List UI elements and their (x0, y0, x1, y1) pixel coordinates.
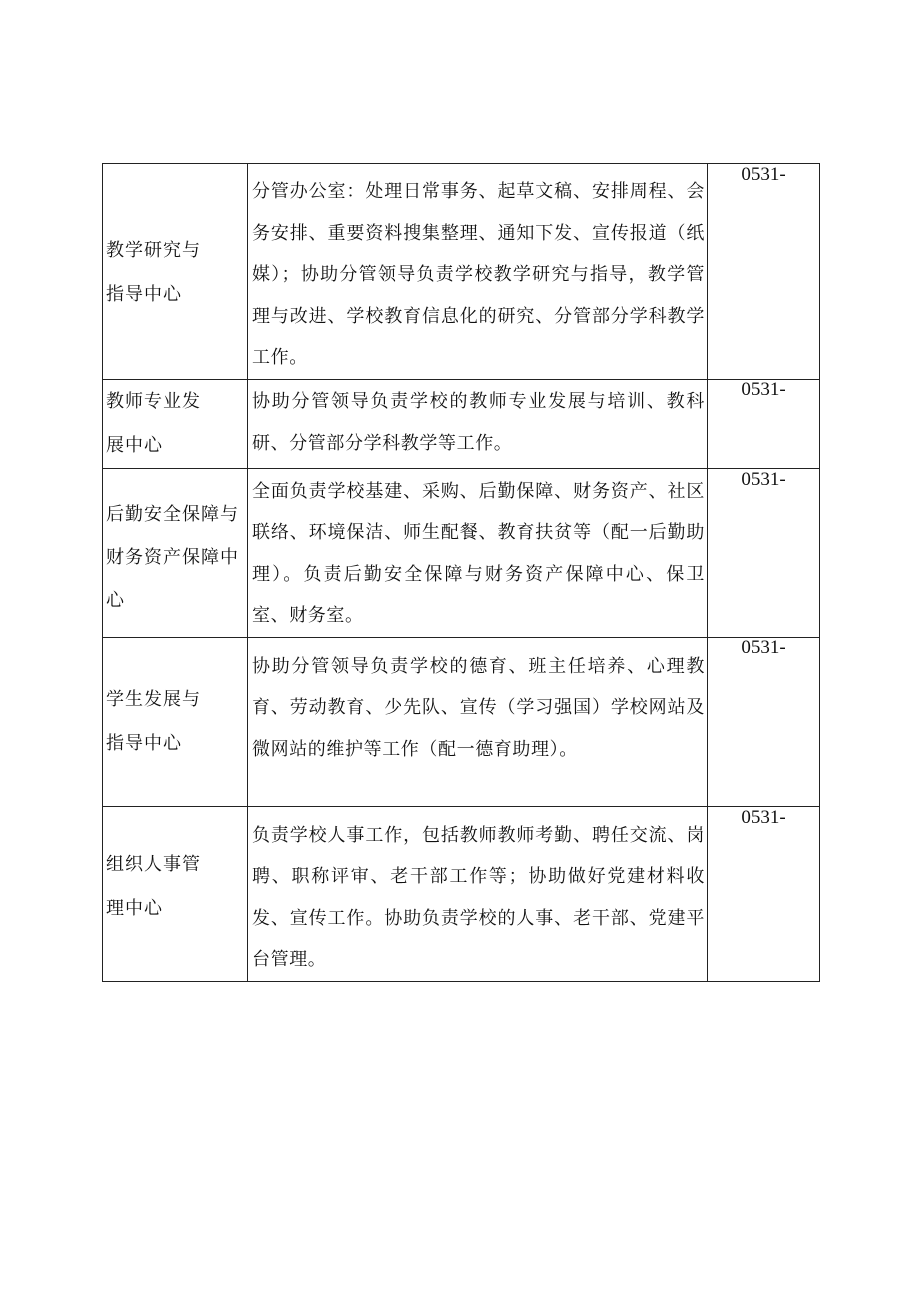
duties-cell (248, 468, 708, 637)
department-name-cell (103, 379, 248, 468)
table-row (103, 468, 820, 637)
department-name: 学生发展与指导中心 (106, 688, 201, 754)
table-row (103, 164, 820, 380)
table-row (103, 637, 820, 806)
duties-cell (248, 637, 708, 806)
department-name: 教师专业发展中心 (106, 390, 201, 456)
department-name: 教学研究与指导中心 (106, 240, 201, 305)
duties-cell (248, 164, 708, 380)
phone-cell (708, 379, 820, 468)
duties-text: 分管办公室：处理日常事务、起草文稿、安排周程、会务安排、重要资料搜集整理、通知下发、宣传报道（纸媒）；协助分管领导负责学校教学研究与指导，教学管理与改进、学校教育信息化的研究、分管部分学科教学工作。 (252, 181, 705, 368)
duties-text: 全面负责学校基建、采购、后勤保障、财务资产、社区联络、环境保洁、师生配餐、教育扶贫等（配一后勤助理）。负责后勤安全保障与财务资产保障中心、保卫室、财务室。 (252, 480, 705, 626)
phone-cell (708, 468, 820, 637)
duties-text: 负责学校人事工作，包括教师教师考勤、聘任交流、岗聘、职称评审、老干部工作等；协助做好党建材料收发、宣传工作。协助负责学校的人事、老干部、党建平台管理。 (252, 824, 705, 970)
department-duties-table (102, 163, 820, 982)
department-name: 后勤安全保障与财务资产保障中心 (106, 503, 239, 611)
department-name-cell (103, 468, 248, 637)
duties-cell (248, 379, 708, 468)
phone-cell (708, 637, 820, 806)
phone-number: 0531- (741, 468, 786, 490)
table-row (103, 806, 820, 981)
department-name-cell (103, 164, 248, 380)
phone-number: 0531- (741, 806, 786, 828)
department-name-cell (103, 637, 248, 806)
department-name: 组织人事管理中心 (106, 853, 201, 919)
table-row (103, 379, 820, 468)
phone-number: 0531- (741, 636, 786, 658)
duties-text: 协助分管领导负责学校的德育、班主任培养、心理教育、劳动教育、少先队、宣传（学习强国）学校网站及微网站的维护等工作（配一德育助理）。 (252, 655, 705, 760)
phone-number: 0531- (741, 378, 786, 400)
phone-number: 0531- (741, 164, 786, 185)
duties-cell (248, 806, 708, 981)
duties-text: 协助分管领导负责学校的教师专业发展与培训、教科研、分管部分学科教学等工作。 (252, 390, 705, 454)
phone-cell (708, 806, 820, 981)
phone-cell (708, 164, 820, 380)
department-name-cell (103, 806, 248, 981)
